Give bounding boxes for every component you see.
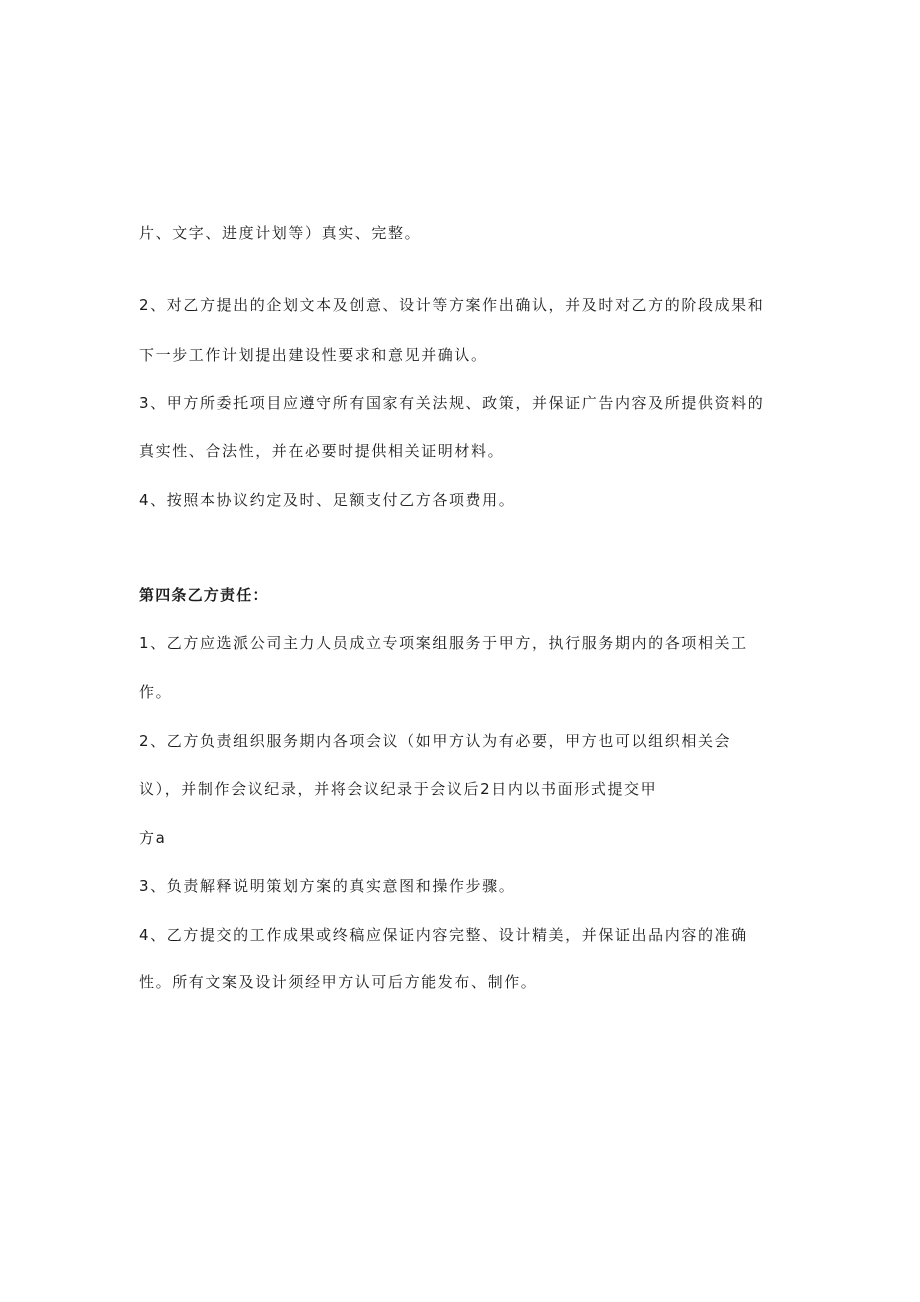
text-line: 4、乙方提交的工作成果或终稿应保证内容完整、设计精美，并保证出品内容的准确 bbox=[139, 926, 748, 944]
text-line: 3、负责解释说明策划方案的真实意图和操作步骤。 bbox=[139, 877, 516, 895]
text-line: 议），并制作会议纪录，并将会议纪录于会议后2日内以书面形式提交甲 bbox=[139, 780, 658, 798]
text-line: 2、对乙方提出的企划文本及创意、设计等方案作出确认，并及时对乙方的阶段成果和 bbox=[139, 296, 765, 314]
text-line: 作。 bbox=[139, 683, 173, 701]
text-line: 下一步工作计划提出建设性要求和意见并确认。 bbox=[139, 346, 488, 364]
text-line: 性。所有文案及设计须经甲方认可后方能发布、制作。 bbox=[139, 973, 538, 991]
text-line: 真实性、合法性，并在必要时提供相关证明材料。 bbox=[139, 442, 505, 460]
text-line: 4、按照本协议约定及时、足额支付乙方各项费用。 bbox=[139, 491, 516, 509]
text-line: 片、文字、进度计划等）真实、完整。 bbox=[139, 224, 422, 242]
text-line: 3、甲方所委托项目应遵守所有国家有关法规、政策，并保证广告内容及所提供资料的 bbox=[139, 394, 765, 412]
text-line: 2、乙方负责组织服务期内各项会议（如甲方认为有必要，甲方也可以组织相关会 bbox=[139, 732, 732, 750]
section-heading: 第四条乙方责任： bbox=[139, 586, 269, 604]
text-line: 方a bbox=[139, 829, 167, 847]
text-line: 1、乙方应选派公司主力人员成立专项案组服务于甲方，执行服务期内的各项相关工 bbox=[139, 634, 748, 652]
